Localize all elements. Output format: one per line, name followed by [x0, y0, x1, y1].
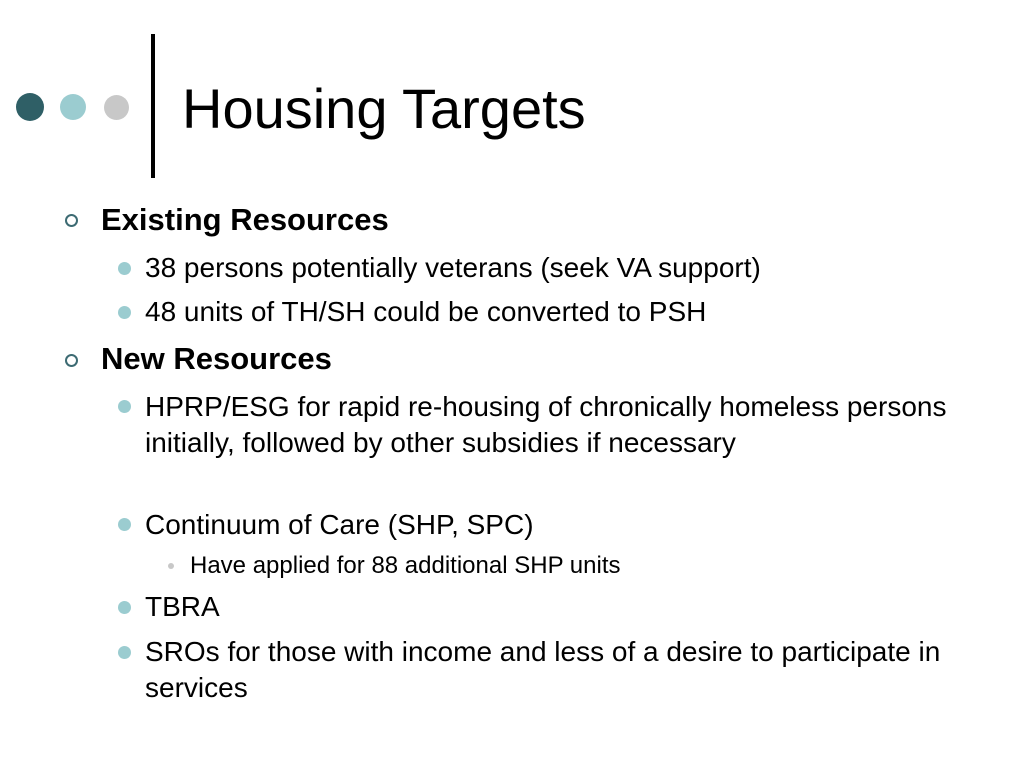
level2-bullet-icon [118, 646, 131, 659]
decorative-dot-grey [104, 95, 129, 120]
decorative-dot-dark [16, 93, 44, 121]
level2-bullet-icon [118, 601, 131, 614]
decorative-dot-teal [60, 94, 86, 120]
level3-bullet-icon [168, 563, 174, 569]
sub-list-item: Have applied for 88 additional SHP units [190, 552, 621, 579]
section-heading-new: New Resources [101, 341, 332, 376]
level2-bullet-icon [118, 262, 131, 275]
level2-bullet-icon [118, 518, 131, 531]
title-divider [151, 34, 155, 178]
level1-bullet-icon [65, 214, 78, 227]
list-item: 38 persons potentially veterans (seek VA support) [145, 252, 761, 283]
list-item: HPRP/ESG for rapid re-housing of chronically homeless persons initially, followed by other subsidies if necessary [145, 391, 947, 458]
list-item: Continuum of Care (SHP, SPC) [145, 509, 534, 540]
level1-bullet-icon [65, 354, 78, 367]
list-item: SROs for those with income and less of a desire to participate in services [145, 636, 941, 703]
list-item: TBRA [145, 591, 220, 622]
level2-bullet-icon [118, 306, 131, 319]
slide-title: Housing Targets [182, 77, 586, 140]
section-heading-existing: Existing Resources [101, 202, 389, 237]
list-item: 48 units of TH/SH could be converted to PSH [145, 296, 707, 327]
level2-bullet-icon [118, 400, 131, 413]
